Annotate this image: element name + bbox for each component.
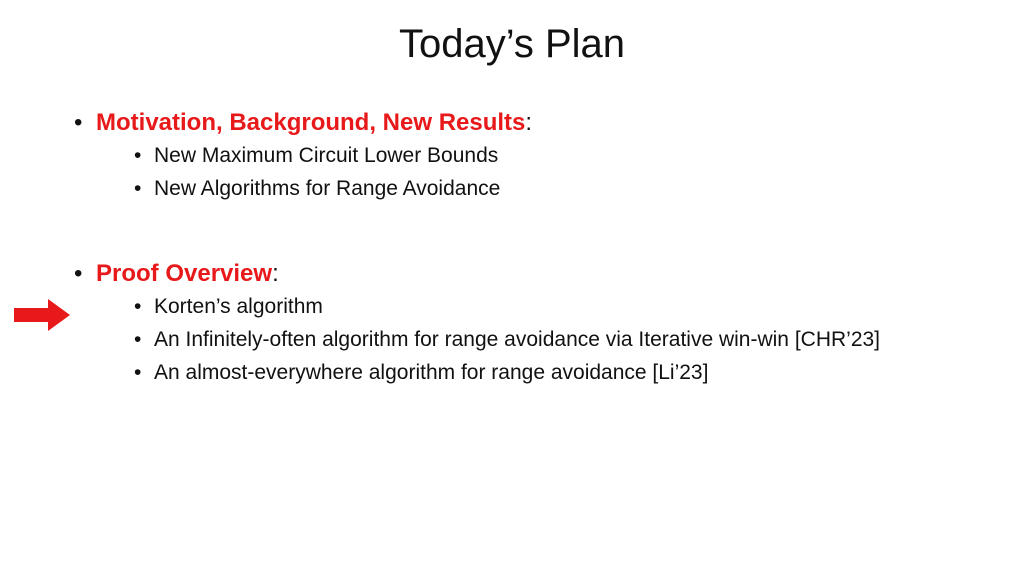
bullet-icon: • — [134, 328, 142, 351]
sub-item — [134, 139, 532, 172]
bullet-icon: • — [134, 177, 142, 200]
bullet-icon: • — [134, 361, 142, 384]
sub-list — [74, 139, 532, 205]
section-item — [74, 258, 880, 389]
sub-item — [134, 323, 880, 356]
bullet-icon: • — [74, 260, 83, 287]
bullet-icon: • — [134, 144, 142, 167]
bullet-icon: • — [74, 109, 83, 136]
section-item — [74, 107, 532, 205]
sub-item-text: New Maximum Circuit Lower Bounds — [154, 144, 499, 167]
section-heading-row — [74, 107, 532, 139]
sub-item-text: New Algorithms for Range Avoidance — [154, 177, 501, 200]
heading-colon: : — [525, 109, 533, 136]
sub-item-text: An almost-everywhere algorithm for range avoidance [Li’23] — [154, 361, 709, 384]
sub-item — [134, 172, 532, 205]
sub-list — [74, 290, 880, 389]
sub-item-text: Korten’s algorithm — [154, 295, 323, 318]
bullet-icon: • — [134, 295, 142, 318]
right-arrow-icon — [14, 297, 70, 333]
arrow-shape — [14, 299, 70, 331]
heading-colon: : — [272, 260, 279, 287]
sub-item — [134, 356, 880, 389]
section-proof-overview — [74, 258, 880, 389]
sub-item — [134, 290, 880, 323]
section-motivation — [74, 107, 532, 205]
section-heading: Proof Overview — [96, 260, 273, 287]
sub-item-text: An Infinitely-often algorithm for range avoidance via Iterative win-win [CHR’23] — [154, 328, 881, 351]
section-heading-row — [74, 258, 880, 290]
section-heading: Motivation, Background, New Results — [96, 109, 526, 136]
slide-title: Today’s Plan — [398, 22, 626, 66]
